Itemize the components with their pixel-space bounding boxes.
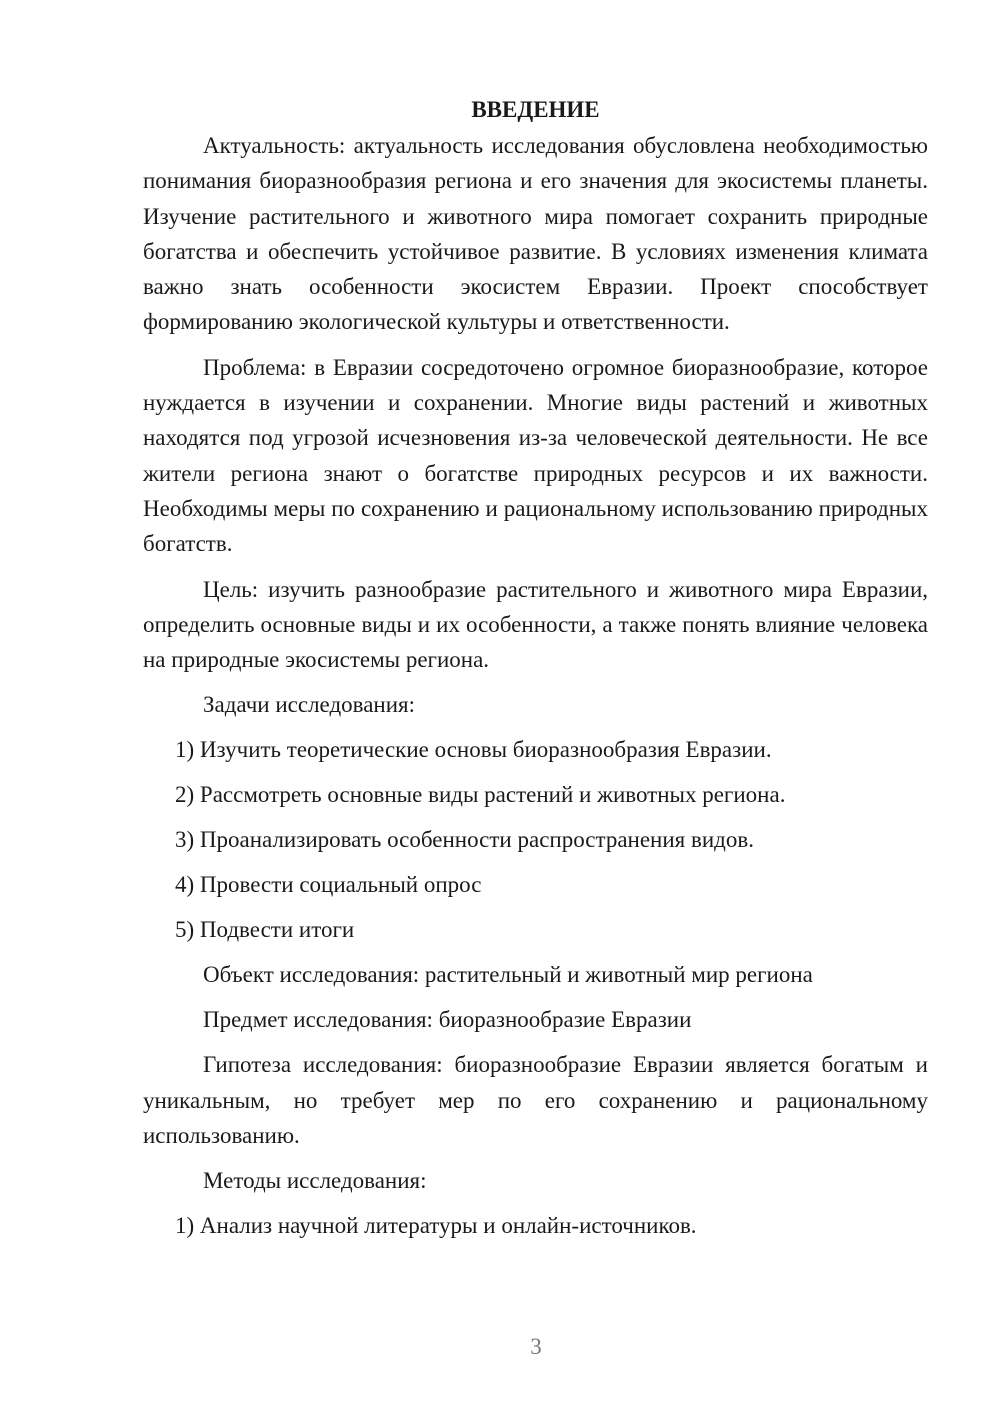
hypothesis-paragraph: Гипотеза исследования: биоразнообразие Евразии является богатым и уникальным, но требует мер по его сохранению и рациональному использованию. bbox=[143, 1052, 928, 1149]
goal-paragraph: Цель: изучить разнообразие растительного и животного мира Евразии, определить основные виды и их особенности, а также понять влияние человека на природные экосистемы региона. bbox=[143, 576, 928, 673]
problem-paragraph: Проблема: в Евразии сосредоточено огромное биоразнообразие, которое нуждается в изучении и сохранении. Многие виды растений и животных находятся под угрозой исчезновения из-за человеческой деятельности. Не все жители региона знают о богатстве природных ресурсов и их важности. Необходимы меры по сохранению и рациональному использованию природных богатств. bbox=[143, 354, 928, 557]
research-subject: Предмет исследования: биоразнообразие Евразии bbox=[203, 1007, 692, 1033]
tasks-heading: Задачи исследования: bbox=[203, 692, 416, 718]
research-object: Объект исследования: растительный и животный мир региона bbox=[203, 962, 813, 988]
task-item: 2) Рассмотреть основные виды растений и животных региона. bbox=[175, 782, 786, 808]
methods-heading: Методы исследования: bbox=[203, 1168, 427, 1194]
task-item: 5) Подвести итоги bbox=[175, 917, 355, 943]
section-title: ВВЕДЕНИЕ bbox=[471, 97, 600, 122]
task-item: 1) Изучить теоретические основы биоразнообразия Евразии. bbox=[175, 737, 772, 763]
task-item: 4) Провести социальный опрос bbox=[175, 872, 482, 898]
relevance-paragraph: Актуальность: актуальность исследования обусловлена необходимостью понимания биоразнообразия региона и его значения для экосистемы планеты. Изучение растительного и животного мира помогает сохранить природные богатства и обеспечить устойчивое развитие. В условиях изменения климата важно знать особенности экосистем Евразии. Проект способствует формированию экологической культуры и ответственности. bbox=[143, 133, 928, 335]
page-number: 3 bbox=[530, 1334, 542, 1359]
page-content bbox=[143, 92, 928, 1253]
method-item: 1) Анализ научной литературы и онлайн-источников. bbox=[175, 1213, 697, 1239]
task-item: 3) Проанализировать особенности распространения видов. bbox=[175, 827, 754, 853]
